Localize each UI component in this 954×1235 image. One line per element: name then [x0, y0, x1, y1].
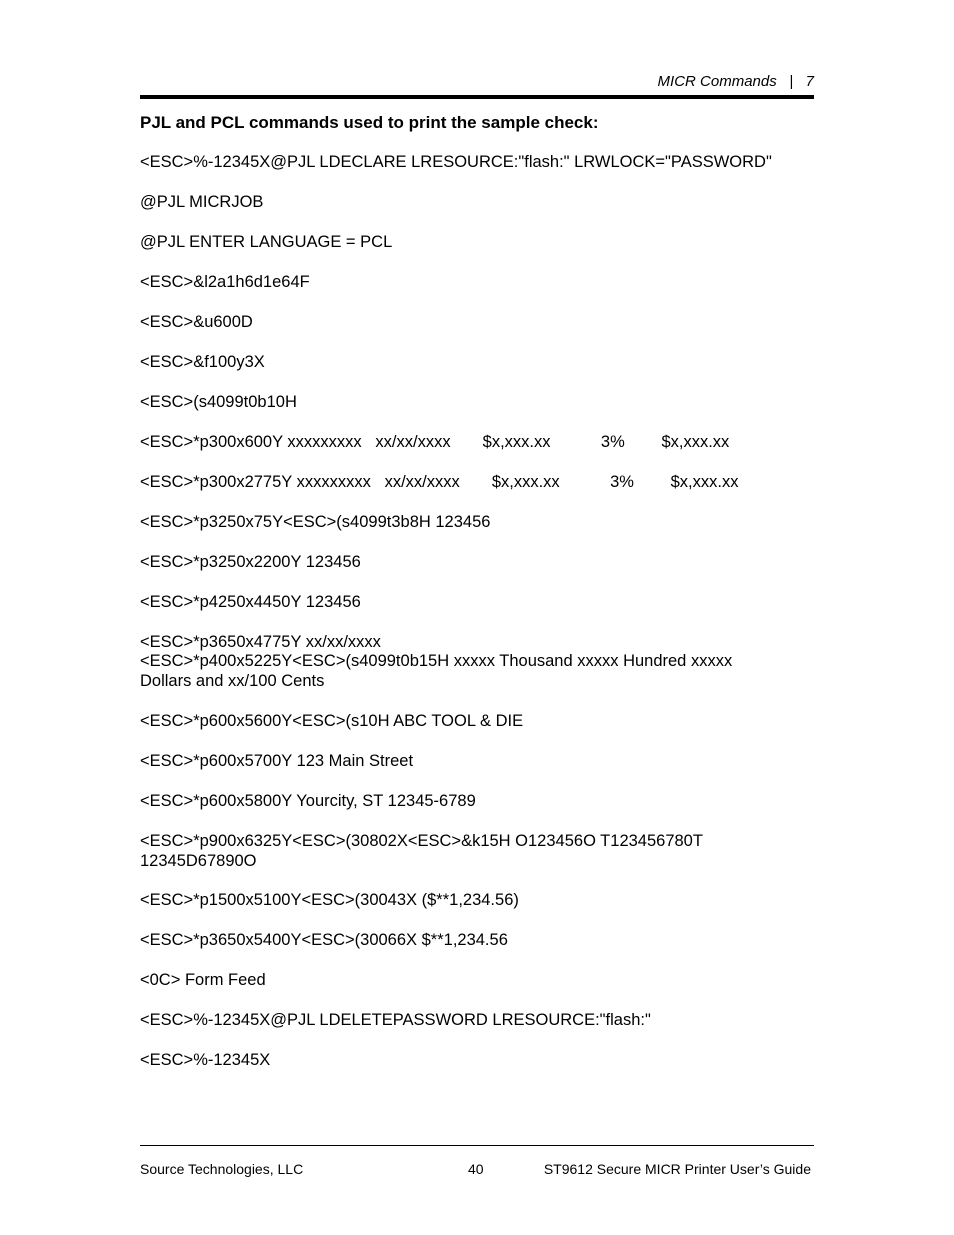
header-separator: |: [789, 73, 794, 90]
header-section-title: MICR Commands: [657, 73, 777, 90]
header-page-ref: 7: [805, 73, 814, 90]
command-line: <ESC>*p600x5600Y<ESC>(s10H ABC TOOL & DIE: [140, 712, 524, 730]
command-line: <ESC>*p3650x4775Y xx/xx/xxxx: [140, 633, 381, 651]
command-line: <ESC>*p600x5800Y Yourcity, ST 12345-6789: [140, 792, 476, 810]
footer-page-number: 40: [468, 1161, 484, 1177]
command-line: <ESC>*p4250x4450Y 123456: [140, 593, 361, 611]
command-line: <ESC>%-12345X@PJL LDECLARE LRESOURCE:"flash:" LRWLOCK="PASSWORD": [140, 153, 772, 171]
command-line: <ESC>*p900x6325Y<ESC>(30802X<ESC>&k15H O123456O T123456780T 12345D67890O: [140, 832, 703, 870]
section-heading: PJL and PCL commands used to print the sample check:: [140, 113, 599, 132]
command-line: <ESC>*p3250x2200Y 123456: [140, 553, 361, 571]
command-line: <ESC>*p3250x75Y<ESC>(s4099t3b8H 123456: [140, 513, 491, 531]
command-line: <ESC>%-12345X: [140, 1051, 271, 1069]
command-line: <ESC>&l2a1h6d1e64F: [140, 273, 310, 291]
command-line: <0C> Form Feed: [140, 971, 266, 989]
command-line: <ESC>&u600D: [140, 313, 253, 331]
command-line: <ESC>&f100y3X: [140, 353, 265, 371]
footer-guide-title: ST9612 Secure MICR Printer User’s Guide: [543, 1161, 811, 1177]
command-line: <ESC>(s4099t0b10H: [140, 393, 297, 411]
command-line: <ESC>*p300x2775Y xxxxxxxxx xx/xx/xxxx $x,xxx.xx 3% $x,xxx.xx: [140, 473, 739, 491]
command-line: <ESC>*p600x5700Y 123 Main Street: [140, 752, 414, 770]
command-line: @PJL ENTER LANGUAGE = PCL: [140, 233, 393, 251]
command-line: <ESC>*p300x600Y xxxxxxxxx xx/xx/xxxx $x,xxx.xx 3% $x,xxx.xx: [140, 433, 730, 451]
running-header: [658, 73, 814, 90]
command-line: <ESC>*p400x5225Y<ESC>(s4099t0b15H xxxxx Thousand xxxxx Hundred xxxxx Dollars and xx/100 Cents: [140, 652, 733, 690]
header-rule: [140, 95, 814, 99]
command-line: <ESC>*p3650x5400Y<ESC>(30066X $**1,234.56: [140, 931, 508, 949]
command-line: <ESC>%-12345X@PJL LDELETEPASSWORD LRESOURCE:"flash:": [140, 1011, 651, 1029]
command-line: <ESC>*p1500x5100Y<ESC>(30043X ($**1,234.56): [140, 891, 519, 909]
footer-company: Source Technologies, LLC: [140, 1161, 304, 1177]
command-line: @PJL MICRJOB: [140, 193, 264, 211]
footer-rule: [140, 1145, 814, 1146]
